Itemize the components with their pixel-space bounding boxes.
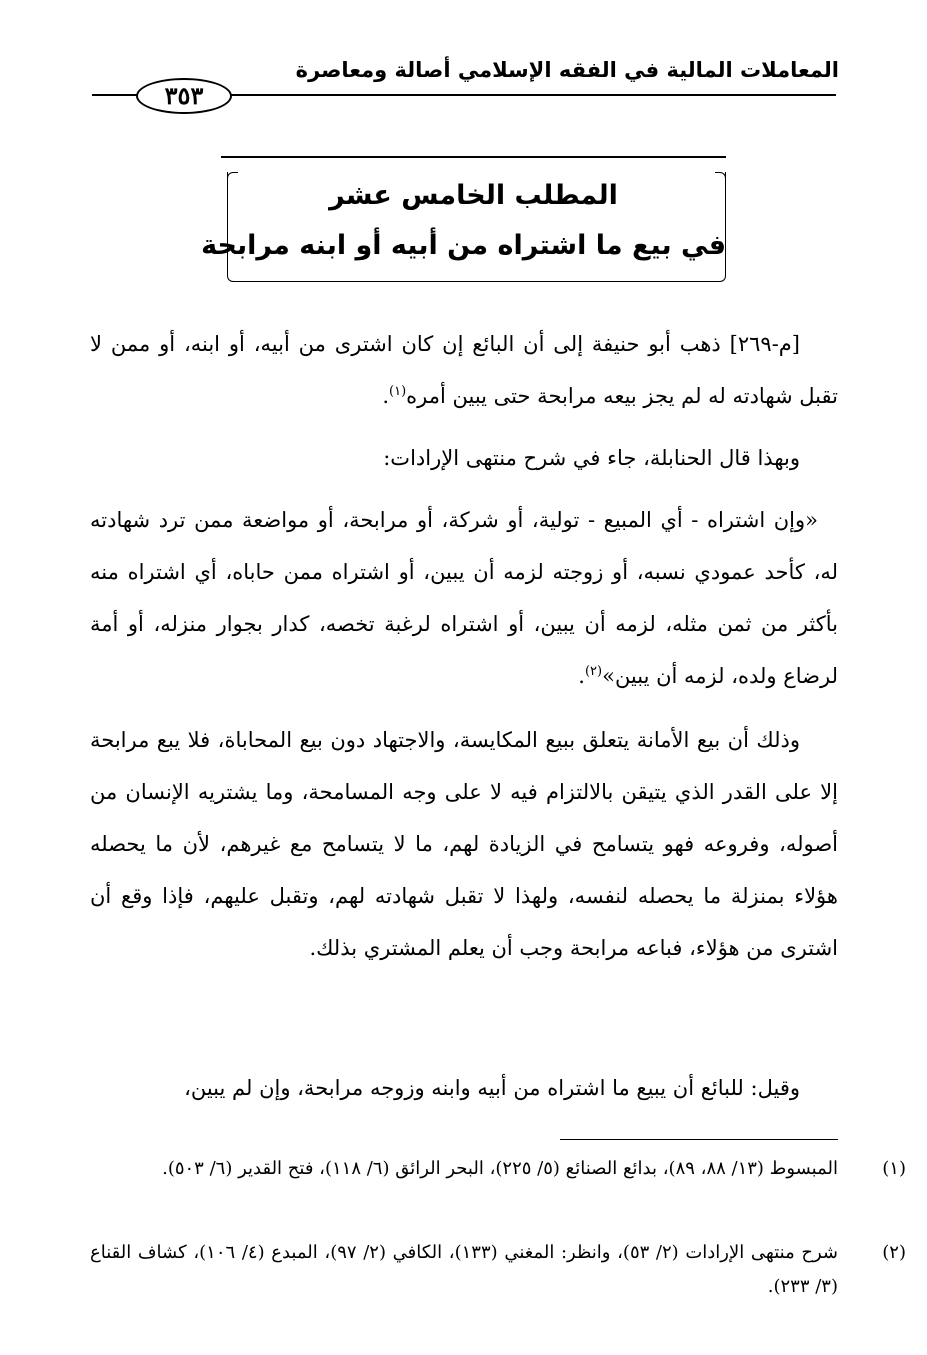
footnote-2-text: شرح منتهى الإرادات (٢/ ٥٣)، وانظر: المغني (١٣٣)، الكافي (٢/ ٩٧)، المبدع (٤/ ١٠٦)، كشاف القناع (٣/ ٢٣٣). — [90, 1242, 838, 1297]
footnote-2-marker: (٢) — [882, 1242, 906, 1263]
footnote-2 — [90, 1236, 906, 1304]
paragraph-2: وبهذا قال الحنابلة، جاء في شرح منتهى الإرادات: — [383, 446, 800, 470]
section-heading-title: المطلب الخامس عشر — [329, 180, 618, 211]
page-number: ٣٥٣ — [136, 78, 232, 114]
running-title: المعاملات المالية في الفقه الإسلامي أصالة ومعاصرة — [295, 58, 839, 82]
footnote-ref-2[interactable]: (٢) — [584, 664, 603, 679]
quote-paragraph — [90, 494, 838, 702]
paragraph-5: وقيل: للبائع أن يبيع ما اشتراه من أبيه وابنه وزوجه مرابحة، وإن لم يبين، — [184, 1076, 800, 1100]
footnote-1-marker: (١) — [882, 1158, 906, 1179]
quote-text: «وإن اشتراه - أي المبيع - تولية، أو شركة، أو مرابحة، أو مواضعة ممن ترد شهادته له، كأحد عمودي نسبه، أو زوجته لزمه أن يبين، أو اشتراه ممن حاباه، أي اشتراه منه بأكثر من ثمن مثله، لزمه أن يبين، أو اشتراه لرغبة تخصه، كدار بجوار منزله، أو أمة لرضاع ولده، لزمه أن يبين» — [90, 508, 838, 688]
paragraph-1-text: [م-٢٦٩] ذهب أبو حنيفة إلى أن البائع إن كان اشترى من أبيه، أو ابنه، أو ممن لا تقبل شهادته له لم يجز بيعه مرابحة حتى يبين أمره — [90, 332, 838, 408]
paragraph-4: وذلك أن بيع الأمانة يتعلق ببيع المكايسة، والاجتهاد دون بيع المحاباة، فلا يبع مرابحة إلا على القدر الذي يتيقن بالالتزام فيه لا على وجه المسامحة، وما يشتريه الإنسان من أصوله، وفروعه فهو يتسامح في الزيادة لهم، ما لا يتسامح مع غيرهم، لأن ما يحصله هؤلاء بمنزلة ما يحصله لنفسه، ولهذا لا تقبل شهادته لهم، وتقبل عليهم، فإذا وقع أن اشترى من هؤلاء، فباعه مرابحة وجب أن يعلم المشتري بذلك. — [90, 728, 838, 960]
paragraph-1 — [90, 318, 838, 422]
footnote-1 — [90, 1152, 906, 1186]
paragraph-1-end: . — [382, 384, 390, 408]
quote-end: . — [578, 664, 585, 688]
section-heading-box — [201, 156, 726, 282]
footnote-rule — [560, 1139, 838, 1140]
footnote-ref-1[interactable]: (١) — [389, 384, 407, 399]
footnote-1-text: المبسوط (١٣/ ٨٨، ٨٩)، بدائع الصنائع (٥/ ٢٢٥)، البحر الرائق (٦/ ١١٨)، فتح القدير (٦/ ٥٠٣). — [162, 1158, 838, 1179]
section-heading-subtitle: في بيع ما اشتراه من أبيه أو ابنه مرابحة — [201, 230, 726, 261]
